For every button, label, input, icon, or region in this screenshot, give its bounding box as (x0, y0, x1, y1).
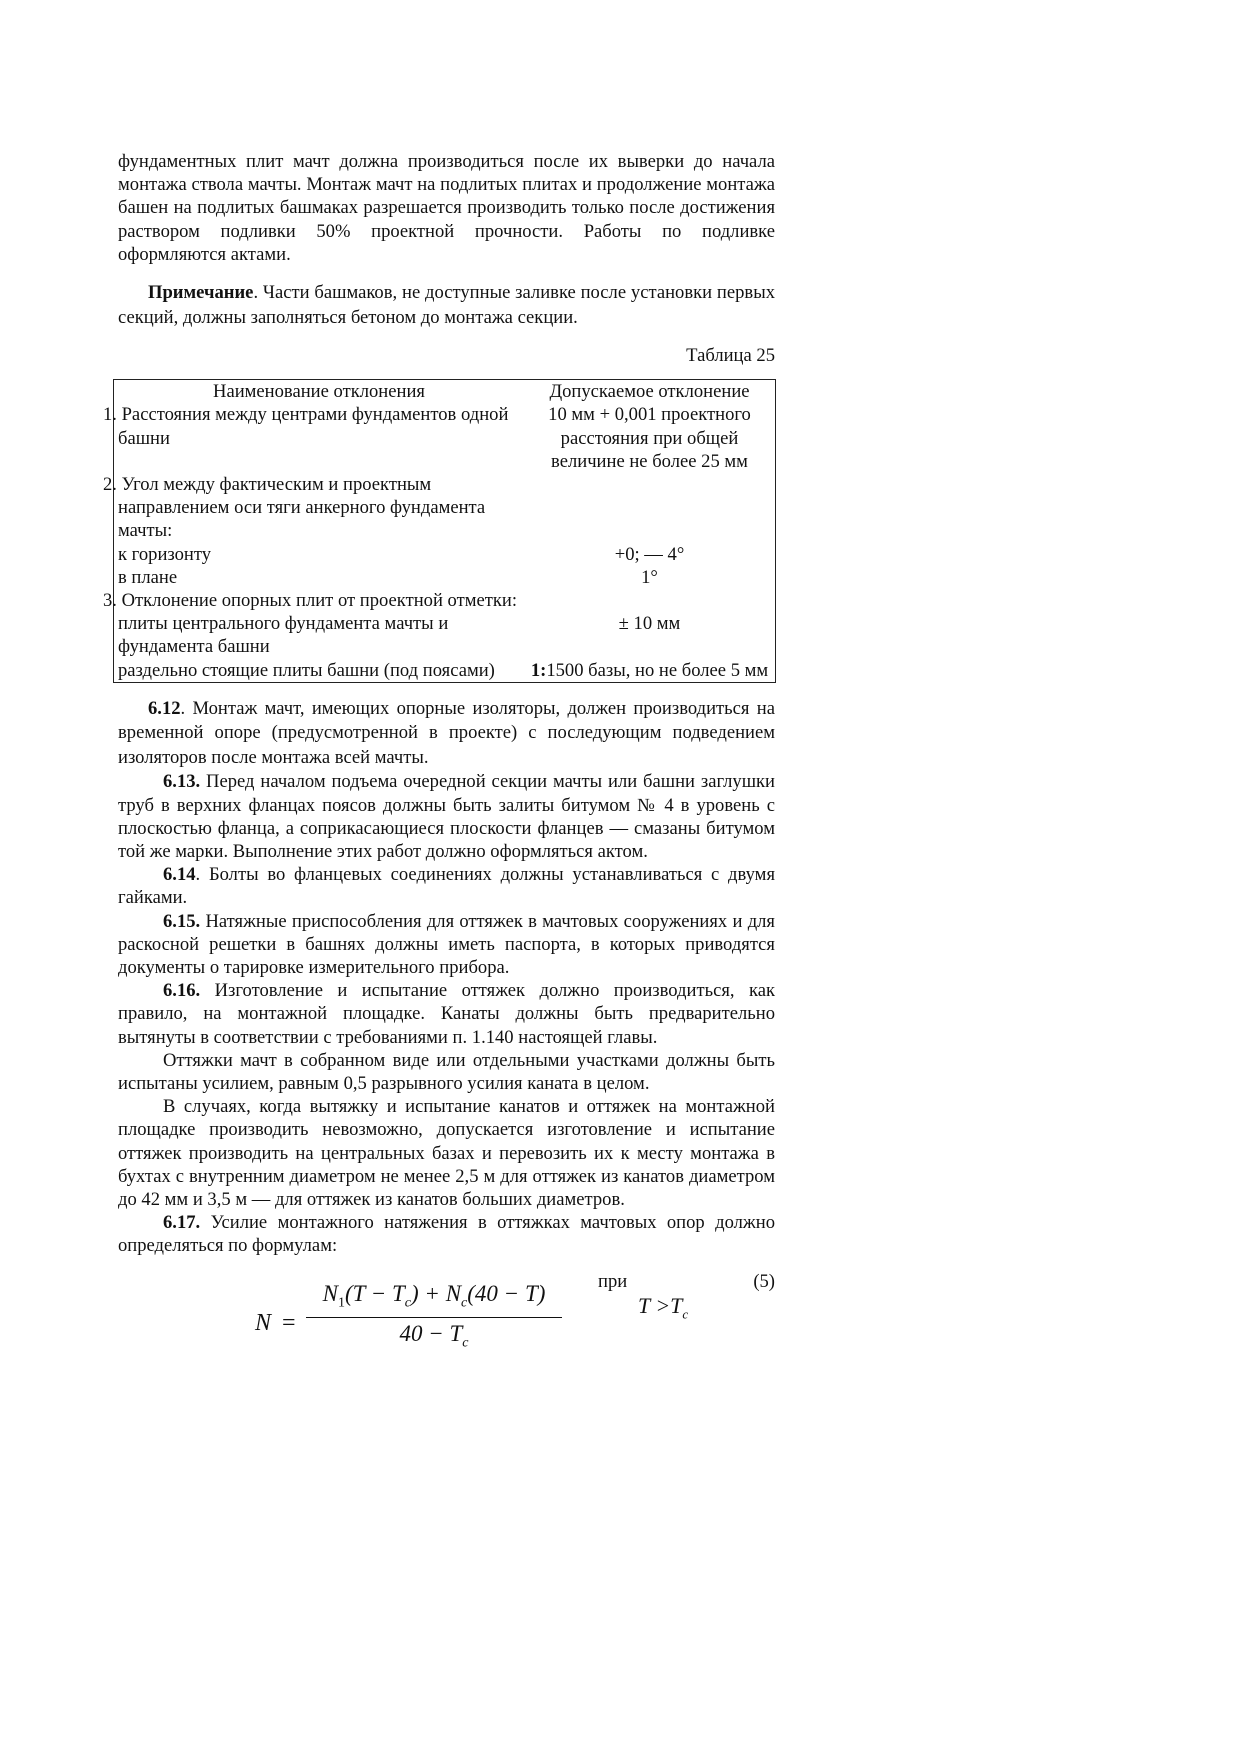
row1-name: 1. Расстояния между центрами фундаментов одной башни (103, 404, 509, 449)
document-page (103, 150, 775, 1388)
note-label: Примечание (148, 282, 254, 304)
row3b-ratio: 1: (530, 659, 547, 681)
paragraph-6-16-b: Оттяжки мачт в собранном виде или отдельными участками должны быть испытаны усилием, равным 0,5 разрывного усилия каната в целом. (118, 1049, 775, 1094)
row3a-name: плиты центрального фундамента мачты и фундамента башни (118, 613, 449, 658)
note-text: . Части башмаков, не доступные заливке после установки первых секций, должны заполняться бетоном до монтажа секции. (118, 282, 775, 329)
row3b-value-cell (524, 659, 776, 683)
header-allowed-deviation: Допускаемое отклонение (549, 381, 750, 403)
table-header-row (114, 380, 776, 404)
row2b-name: в плане (118, 566, 178, 588)
clause-text: Усилие монтажного натяжения в оттяжках мачтовых опор должно определяться по формулам: (118, 1212, 775, 1257)
row3-name: 3. Отклонение опорных плит от проектной отметки: (103, 590, 518, 612)
row2a-value: +0; — 4° (614, 543, 685, 565)
row2b-value: 1° (641, 566, 658, 588)
row3a-value: ± 10 мм (618, 613, 681, 635)
formula-5 (118, 1268, 775, 1388)
formula-denominator: $40 - T_c$ (399, 1321, 469, 1352)
clause-text: . Болты во фланцевых соединениях должны устанавливаться с двумя гайками. (118, 864, 775, 909)
clause-number: 6.17. (163, 1212, 201, 1234)
table-row (114, 403, 776, 473)
clause-text: . Монтаж мачт, имеющих опорные изоляторы, должен производиться на временной опоре (предусмотренной в проекте) с последующим подведением изоляторов после монтажа всей мачты. (118, 697, 775, 768)
clause-number: 6.13. (163, 771, 201, 793)
formula-fraction (306, 1282, 562, 1356)
table-row (114, 659, 776, 683)
table-caption: Таблица 25 (686, 345, 775, 367)
row3b-value: 1500 базы, но не более 5 мм (546, 659, 769, 681)
paragraph-6-12 (118, 697, 775, 771)
paragraph-6-16 (118, 979, 775, 1049)
formula-number: (5) (753, 1270, 775, 1292)
header-deviation-name: Наименование отклонения (213, 381, 425, 403)
formula-lhs: N (255, 1309, 272, 1336)
paragraph-6-15 (118, 910, 775, 980)
paragraph-6-17 (118, 1211, 775, 1257)
paragraph-6-13 (118, 770, 775, 863)
table-row (114, 612, 776, 658)
table-row (114, 543, 776, 566)
formula-numerator: $N_1(T - T_c) + N_c(40 - T)$ (306, 1282, 562, 1319)
row1-value: 10 мм + 0,001 проектного расстояния при общей величине не более 25 мм (548, 404, 751, 472)
table-row (114, 566, 776, 589)
clause-text: Перед началом подъема очередной секции мачты или башни заглушки труб в верхних фланцах поясов должны быть залиты битумом № 4 в уровень с плоскостью фланца, а соприкасающиеся плоскости фланцев — смазаны битумом той же марки. Выполнение этих работ должно оформляться актом. (118, 771, 775, 862)
table-row (114, 473, 776, 543)
deviation-table (103, 379, 776, 683)
formula-equals: = (282, 1309, 296, 1336)
clause-text: Натяжные приспособления для оттяжек в мачтовых сооружениях и для раскосной решетки в башнях должны иметь паспорта, в которых приводятся документы о тарировке измерительного прибора. (118, 910, 775, 978)
row3b-name: раздельно стоящие плиты башни (под поясами) (118, 659, 495, 681)
paragraph-6-16-c: В случаях, когда вытяжку и испытание канатов и оттяжек на монтажной площадке производить невозможно, допускается изготовление и испытание оттяжек производить на центральных базах и перевозить их к месту монтажа в бухтах с внутренним диаметром не менее 2,5 м для оттяжек из канатов диаметром до 42 мм и 3,5 м — для оттяжек из канатов больших диаметров. (118, 1096, 775, 1211)
clause-number: 6.16. (163, 980, 201, 1002)
table-row (114, 589, 776, 612)
formula-condition: $T >T_c$ (638, 1292, 689, 1322)
row2a-name: к горизонту (118, 543, 212, 565)
clause-number: 6.14 (163, 864, 196, 886)
clause-number: 6.12 (148, 697, 181, 719)
paragraph-6-14 (118, 863, 775, 909)
note-paragraph (118, 280, 775, 330)
clause-text: Изготовление и испытание оттяжек должно производиться, как правило, на монтажной площадке. Канаты должны быть предварительно вытянуты в соответствии с требованиями п. 1.140 настоящей главы. (118, 980, 775, 1048)
row2-name: 2. Угол между фактическим и проектным направлением оси тяги анкерного фундамента мачты: (103, 474, 486, 542)
clause-number: 6.15. (163, 910, 201, 932)
formula-condition-word: при (598, 1270, 628, 1292)
intro-paragraph: фундаментных плит мачт должна производиться после их выверки до начала монтажа ствола мачты. Монтаж мачт на подлитых плитах и продолжение монтажа башен на подлитых башмаках разрешается производить только после достижения раствором подливки 50% проектной прочности. Работы по подливке оформляются актами. (118, 151, 775, 265)
